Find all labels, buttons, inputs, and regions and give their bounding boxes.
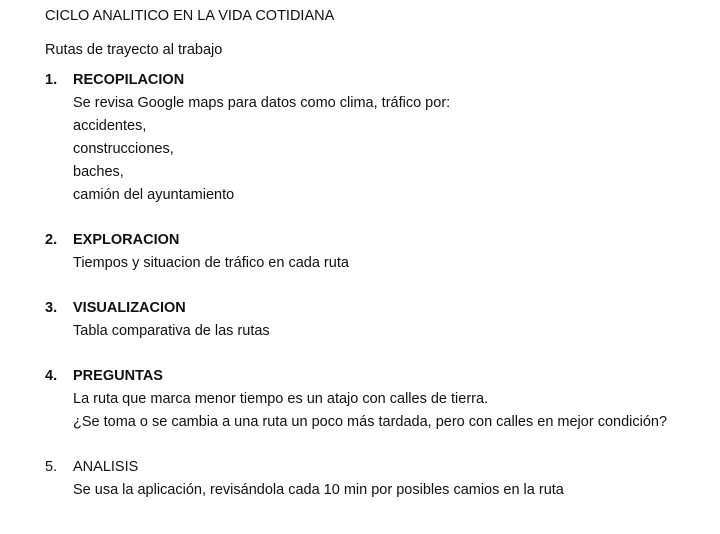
list-item-heading: PREGUNTAS bbox=[73, 368, 163, 384]
list-item-heading: RECOPILACION bbox=[73, 72, 185, 88]
list-item-text: Se revisa Google maps para datos como clima, tráfico por: bbox=[73, 95, 451, 111]
list-item-heading: VISUALIZACION bbox=[73, 300, 186, 316]
list-item-preguntas bbox=[45, 365, 715, 434]
list-item-text: La ruta que marca menor tiempo es un atajo con calles de tierra. bbox=[73, 391, 489, 407]
list-item-text: ¿Se toma o se cambia a una ruta un poco más tardada, pero con calles en mejor condición? bbox=[73, 414, 668, 430]
document-title: CICLO ANALITICO EN LA VIDA COTIDIANA bbox=[45, 8, 335, 24]
document-page bbox=[45, 6, 715, 524]
document-subtitle: Rutas de trayecto al trabajo bbox=[45, 42, 223, 58]
list-item-text: Tiempos y situacion de tráfico en cada ruta bbox=[73, 255, 349, 271]
list-item-recopilacion bbox=[45, 69, 715, 207]
list-item-exploracion bbox=[45, 229, 715, 275]
list-item-analisis bbox=[45, 456, 715, 502]
list-item-text: construcciones, bbox=[73, 141, 174, 157]
list-item-text: Tabla comparativa de las rutas bbox=[73, 323, 270, 339]
list-item-visualizacion bbox=[45, 297, 715, 343]
list-number: 4. bbox=[45, 368, 58, 384]
list-item-text: accidentes, bbox=[73, 118, 147, 134]
list-number: 2. bbox=[45, 232, 58, 248]
numbered-list bbox=[45, 69, 715, 502]
list-item-text: camión del ayuntamiento bbox=[73, 187, 235, 203]
list-number: 5. bbox=[45, 459, 58, 475]
list-item-heading: EXPLORACION bbox=[73, 232, 180, 248]
list-item-heading: ANALISIS bbox=[73, 459, 139, 475]
list-item-text: Se usa la aplicación, revisándola cada 10 min por posibles camios en la ruta bbox=[73, 482, 564, 498]
list-number: 3. bbox=[45, 300, 58, 316]
list-item-text: baches, bbox=[73, 164, 124, 180]
list-number: 1. bbox=[45, 72, 58, 88]
